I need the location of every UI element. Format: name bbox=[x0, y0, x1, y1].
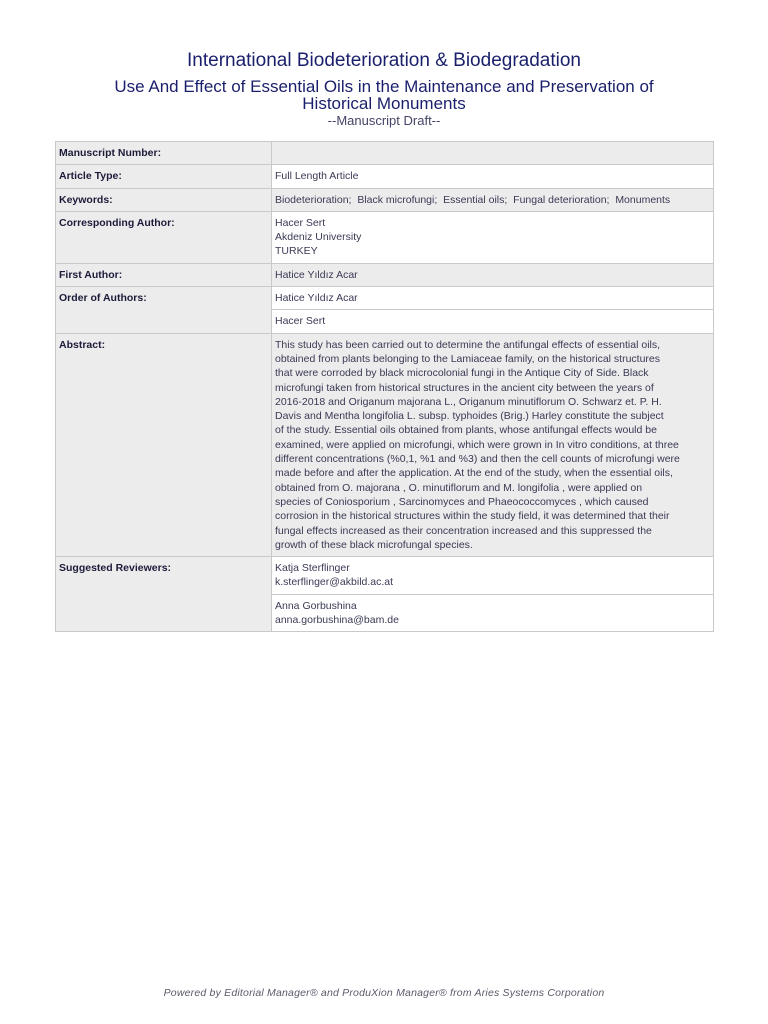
row-article-type bbox=[56, 165, 714, 188]
first-author-value: Hatice Yıldız Acar bbox=[272, 263, 714, 286]
abstract-line: growth of these black microfungal species. bbox=[275, 538, 473, 551]
journal-name: International Biodeterioration & Biodegradation bbox=[187, 50, 581, 71]
abstract-line: obtained from O. majorana , O. minutiflorum and M. longifolia , were applied on bbox=[275, 481, 643, 494]
abstract-line: fungal effects increased as their concentration increased and this suppressed the bbox=[275, 524, 652, 537]
reviewer-name: Katja Sterflinger bbox=[275, 562, 350, 575]
row-manuscript-number bbox=[56, 142, 714, 165]
article-type-value: Full Length Article bbox=[272, 165, 714, 188]
abstract-line: of the study. Essential oils obtained from plants, whose antifungal effects would be bbox=[275, 424, 657, 437]
abstract-line: different concentrations (%0,1, %1 and %3) and then the cell counts of microfungi were bbox=[275, 453, 680, 466]
manuscript-details-table bbox=[55, 141, 714, 632]
abstract-line: obtained from plants belonging to the Lamiaceae family, on the historical structures bbox=[275, 352, 661, 365]
reviewer-entry bbox=[272, 594, 714, 632]
abstract-line: 2016-2018 and Origanum majorana L., Origanum minutiflorum O. Schwarz et. P. H. bbox=[275, 395, 662, 408]
draft-label: --Manuscript Draft-- bbox=[327, 113, 441, 128]
reviewer-name: Anna Gorbushina bbox=[275, 599, 357, 612]
reviewer-email: anna.gorbushina@bam.de bbox=[275, 614, 399, 627]
abstract-line: that were corroded by black microcolonial fungi in the Antique City of Side. Black bbox=[275, 367, 649, 380]
abstract-line: Davis and Mentha longifolia L. subsp. typhoides (Brig.) Harley constitute the subject bbox=[275, 410, 664, 423]
keyword: Monuments bbox=[615, 193, 671, 206]
order-of-authors-label: Order of Authors: bbox=[56, 287, 272, 334]
abstract-line: species of Coniosporium , Sarcinomyces and Phaeococcomyces , which caused bbox=[275, 495, 649, 508]
first-author-label: First Author: bbox=[56, 263, 272, 286]
keyword: Biodeterioration; bbox=[275, 193, 352, 206]
abstract-text bbox=[272, 333, 714, 556]
row-abstract bbox=[56, 333, 714, 556]
footer-credit: Powered by Editorial Manager® and ProduXion Manager® from Aries Systems Corporation bbox=[163, 987, 605, 999]
corresponding-author-country: TURKEY bbox=[275, 245, 318, 258]
row-order-of-authors bbox=[56, 287, 714, 310]
document-header bbox=[0, 50, 768, 128]
row-first-author bbox=[56, 263, 714, 286]
keyword: Essential oils; bbox=[443, 193, 508, 206]
row-keywords bbox=[56, 188, 714, 211]
manuscript-number-label: Manuscript Number: bbox=[56, 142, 272, 165]
abstract-line: microfungi taken from historical structures in the ancient city between the years of bbox=[275, 381, 654, 394]
manuscript-title: Use And Effect of Essential Oils in the Maintenance and Preservation of Historical Monuments bbox=[114, 77, 654, 113]
reviewer-email: k.sterflinger@akbild.ac.at bbox=[275, 576, 394, 589]
reviewer-entry bbox=[272, 557, 714, 595]
abstract-line: made before and after the application. At the end of the study, when the essential oils, bbox=[275, 467, 673, 480]
abstract-line: This study has been carried out to determine the antifungal effects of essential oils, bbox=[275, 338, 661, 351]
abstract-line: corrosion in the historical structures within the study field, it was determined that their bbox=[275, 510, 670, 523]
corresponding-author-affiliation: Akdeniz University bbox=[275, 231, 362, 244]
corresponding-author-value bbox=[272, 211, 714, 263]
abstract-line: examined, were applied on microfungi, which were grown in In vitro conditions, at three bbox=[275, 438, 679, 451]
corresponding-author-label: Corresponding Author: bbox=[56, 211, 272, 263]
manuscript-number-value bbox=[272, 142, 714, 165]
keywords-value bbox=[272, 188, 714, 211]
article-type-label: Article Type: bbox=[56, 165, 272, 188]
keywords-label: Keywords: bbox=[56, 188, 272, 211]
row-suggested-reviewers bbox=[56, 557, 714, 595]
row-corresponding-author bbox=[56, 211, 714, 263]
abstract-label: Abstract: bbox=[56, 333, 272, 556]
keyword: Black microfungi; bbox=[357, 193, 438, 206]
suggested-reviewers-label: Suggested Reviewers: bbox=[56, 557, 272, 632]
author-entry: Hatice Yıldız Acar bbox=[272, 287, 714, 310]
keyword: Fungal deterioration; bbox=[513, 193, 610, 206]
corresponding-author-name: Hacer Sert bbox=[275, 216, 326, 229]
author-entry: Hacer Sert bbox=[272, 310, 714, 333]
